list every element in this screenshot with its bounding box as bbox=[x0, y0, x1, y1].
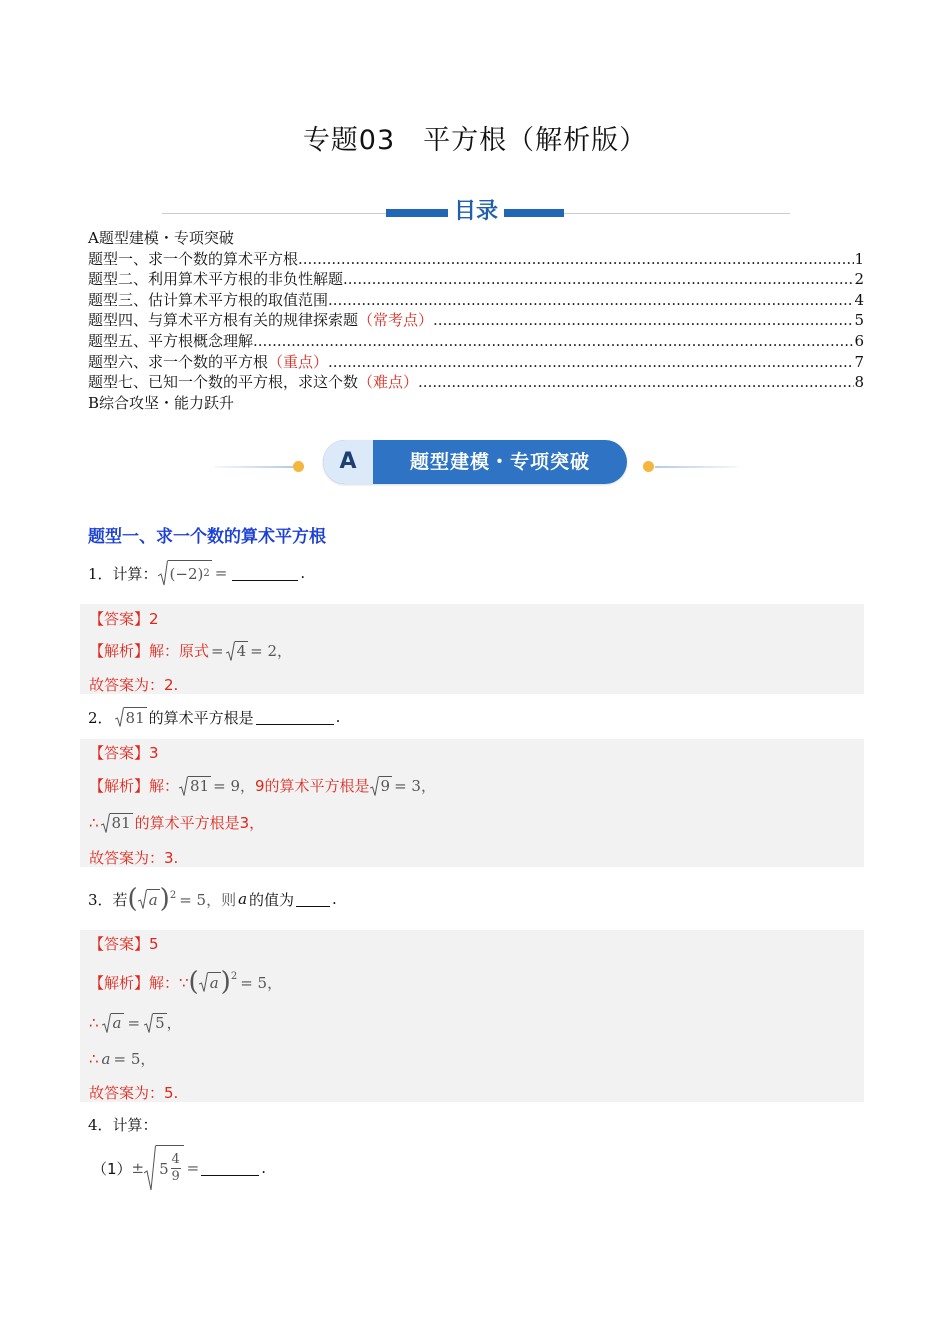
question-number: 3．若 bbox=[88, 890, 128, 909]
toc-item-page: 8 bbox=[854, 373, 864, 392]
radicand: 81 bbox=[111, 814, 131, 832]
radicand: 4 bbox=[236, 642, 247, 660]
result: = 3， bbox=[394, 777, 436, 795]
toc-part-b[interactable] bbox=[88, 393, 864, 414]
toc-bar-right bbox=[504, 209, 564, 217]
analysis-text: 的算术平方根是3， bbox=[134, 814, 265, 832]
banner-dot-right bbox=[643, 461, 654, 472]
math-expression bbox=[128, 886, 237, 912]
comma: ， bbox=[166, 1014, 182, 1032]
toc-leader bbox=[298, 249, 854, 270]
question-text: 的算术平方根是 bbox=[148, 708, 254, 727]
radicand: 9 bbox=[380, 777, 391, 795]
equals-sign: = bbox=[211, 641, 224, 660]
result: = 2， bbox=[250, 642, 293, 660]
period: . bbox=[261, 1159, 267, 1177]
exponent: 2 bbox=[230, 971, 238, 982]
radicand: a bbox=[209, 973, 219, 992]
numerator: 4 bbox=[171, 1152, 180, 1167]
answer-blank[interactable] bbox=[256, 710, 334, 725]
toc-item-text: 题型四、与算术平方根有关的规律探索题 bbox=[88, 311, 359, 330]
math-expression bbox=[132, 1145, 200, 1191]
banner-line-right bbox=[655, 466, 737, 468]
sub-question-number: （1） bbox=[92, 1159, 132, 1178]
result: = 9， bbox=[213, 777, 255, 795]
exponent: 2 bbox=[203, 568, 210, 579]
toc-item[interactable] bbox=[88, 352, 864, 373]
toc-part-a[interactable] bbox=[88, 228, 864, 249]
analysis-text: 9的算术平方根是 bbox=[255, 777, 370, 795]
toc-bar-left bbox=[386, 209, 448, 217]
question-4-part-1 bbox=[92, 1144, 266, 1192]
math-expression bbox=[101, 813, 133, 833]
radical bbox=[101, 813, 133, 833]
radical bbox=[158, 560, 212, 586]
period: . bbox=[335, 708, 341, 726]
toc-item[interactable] bbox=[88, 269, 864, 290]
banner-pill bbox=[323, 440, 627, 484]
toc-leader bbox=[328, 290, 854, 311]
banner-line-left bbox=[215, 466, 293, 468]
question-number: 4．计算： bbox=[88, 1115, 158, 1134]
radicand-text: (−2) bbox=[169, 564, 204, 583]
equals-sign: = bbox=[214, 564, 228, 582]
toc-leader bbox=[328, 352, 854, 373]
math-expression bbox=[370, 775, 436, 796]
radical bbox=[370, 776, 393, 796]
toc-part-a-label: A题型建模・专项突破 bbox=[88, 229, 234, 247]
toc-label: 目录 bbox=[448, 196, 504, 228]
question-text: 的值为 bbox=[249, 890, 295, 909]
right-paren: ) bbox=[220, 967, 231, 997]
radical-sign-icon bbox=[144, 1013, 153, 1033]
radical-sign-icon bbox=[179, 776, 188, 796]
toc-item-text: 题型三、估计算术平方根的取值范围 bbox=[88, 290, 329, 309]
toc-part-b-label: B综合攻坚・能力跃升 bbox=[88, 393, 235, 412]
radical-sign-icon bbox=[115, 707, 124, 727]
denominator: 9 bbox=[171, 1169, 180, 1184]
final-line: 故答案为：5. bbox=[89, 1084, 179, 1102]
therefore-sign: ∴ bbox=[89, 1013, 99, 1032]
math-expression bbox=[179, 775, 255, 796]
answer-box-1 bbox=[80, 604, 864, 694]
radicand: 81 bbox=[125, 708, 145, 727]
left-paren: ( bbox=[188, 967, 199, 997]
section-banner bbox=[215, 436, 737, 490]
radical bbox=[226, 641, 249, 661]
radical bbox=[115, 707, 147, 727]
banner-letter: A bbox=[323, 440, 373, 484]
analysis-line bbox=[89, 640, 292, 661]
math-expression bbox=[115, 707, 147, 727]
result: = 5， bbox=[113, 1050, 156, 1068]
question-1 bbox=[88, 558, 305, 588]
radical-sign-icon bbox=[226, 641, 235, 661]
radicand: 81 bbox=[190, 777, 210, 795]
answer-line: 【答案】2 bbox=[89, 610, 159, 628]
toc-item[interactable] bbox=[88, 372, 864, 393]
toc-item-page: 6 bbox=[854, 331, 864, 350]
table-of-contents bbox=[88, 228, 864, 413]
answer-line: 【答案】3 bbox=[89, 744, 159, 762]
answer-blank[interactable] bbox=[232, 566, 298, 581]
toc-item-page: 1 bbox=[854, 249, 864, 268]
toc-item-text: 题型二、利用算术平方根的非负性解题 bbox=[88, 270, 344, 289]
radicand: 5 bbox=[155, 1014, 165, 1032]
answer-blank[interactable] bbox=[201, 1161, 259, 1176]
equals-sign: = bbox=[186, 1159, 200, 1177]
toc-item-note: （难点） bbox=[358, 373, 419, 392]
page-title: 专题03 平方根（解析版） bbox=[302, 125, 648, 156]
radical bbox=[179, 776, 211, 796]
radical-sign-icon bbox=[199, 972, 208, 992]
analysis-label: 【解析】解： bbox=[89, 777, 180, 795]
radicand: a bbox=[112, 1014, 122, 1032]
radical bbox=[144, 1145, 184, 1191]
toc-item-page: 7 bbox=[854, 352, 864, 371]
analysis-label: 【解析】解：∵ bbox=[89, 973, 189, 992]
toc-item-text: 题型一、求一个数的算术平方根 bbox=[88, 249, 299, 268]
toc-item-page: 2 bbox=[854, 270, 864, 289]
toc-leader bbox=[433, 310, 854, 331]
period: . bbox=[300, 564, 306, 582]
variable: a bbox=[238, 890, 248, 908]
answer-blank[interactable] bbox=[296, 892, 330, 907]
toc-item-text: 题型七、已知一个数的平方根，求这个数 bbox=[88, 373, 359, 392]
toc-item[interactable] bbox=[88, 249, 864, 270]
analysis-label: 【解析】解：原式 bbox=[89, 642, 210, 660]
radical-sign-icon bbox=[370, 776, 379, 796]
radicand: a bbox=[148, 890, 158, 909]
exponent: 2 bbox=[169, 890, 177, 901]
equals-text: = 5，则 bbox=[179, 890, 237, 909]
final-line: 故答案为：2. bbox=[89, 676, 179, 694]
toc-item-page: 4 bbox=[854, 290, 864, 309]
left-paren: ( bbox=[127, 884, 138, 914]
therefore-sign: ∴ bbox=[89, 813, 99, 832]
toc-item-note: （重点） bbox=[268, 352, 329, 371]
radical-sign-icon bbox=[158, 560, 168, 586]
answer-line: 【答案】5 bbox=[89, 935, 159, 953]
answer-box-2 bbox=[80, 739, 864, 867]
right-paren: ) bbox=[159, 884, 170, 914]
toc-item[interactable] bbox=[88, 310, 864, 331]
math-expression bbox=[102, 1048, 156, 1069]
plus-minus-sign: ± bbox=[131, 1159, 145, 1177]
answer-box-3 bbox=[80, 930, 864, 1102]
toc-leader bbox=[418, 372, 854, 393]
math-expression bbox=[102, 1012, 182, 1033]
toc-leader bbox=[343, 269, 854, 290]
radical-sign-icon bbox=[101, 813, 110, 833]
equals-sign: = bbox=[127, 1013, 141, 1032]
therefore-sign: ∴ bbox=[89, 1049, 99, 1068]
math-expression bbox=[189, 969, 283, 995]
variable: a bbox=[101, 1049, 111, 1068]
radical-sign-icon bbox=[138, 889, 147, 909]
analysis-line bbox=[89, 966, 282, 998]
toc-leader bbox=[253, 331, 854, 352]
radical bbox=[138, 889, 160, 909]
toc-item-note: （常考点） bbox=[358, 311, 434, 330]
radical-sign-icon bbox=[102, 1013, 111, 1033]
banner-dot-left bbox=[293, 461, 304, 472]
question-2 bbox=[88, 704, 340, 730]
radical bbox=[144, 1013, 167, 1033]
math-expression bbox=[209, 640, 292, 661]
toc-item-text: 题型五、平方根概念理解 bbox=[88, 331, 254, 350]
therefore-line bbox=[89, 1012, 182, 1033]
toc-item[interactable] bbox=[88, 290, 864, 311]
toc-item-text: 题型六、求一个数的平方根 bbox=[88, 352, 269, 371]
period: . bbox=[332, 890, 337, 908]
question-3 bbox=[88, 880, 337, 918]
toc-item[interactable] bbox=[88, 331, 864, 352]
final-line: 故答案为：3. bbox=[89, 849, 179, 867]
math-expression bbox=[158, 560, 231, 586]
radicand bbox=[156, 1145, 184, 1191]
equals-text: = 5， bbox=[240, 973, 283, 992]
mixed-whole: 5 bbox=[159, 1159, 169, 1178]
radicand bbox=[168, 560, 212, 586]
radical-sign-icon bbox=[144, 1145, 156, 1191]
fraction bbox=[171, 1152, 181, 1185]
question-4 bbox=[88, 1112, 158, 1136]
toc-item-page: 5 bbox=[854, 311, 864, 330]
analysis-line bbox=[89, 775, 436, 796]
section-heading: 题型一、求一个数的算术平方根 bbox=[88, 527, 326, 547]
toc-header bbox=[162, 196, 790, 230]
radical bbox=[102, 1013, 124, 1033]
question-number: 2． bbox=[88, 708, 113, 727]
therefore-line bbox=[89, 1048, 155, 1069]
question-number: 1．计算： bbox=[88, 564, 158, 583]
banner-text: 题型建模・专项突破 bbox=[409, 451, 590, 473]
radical bbox=[199, 972, 221, 992]
therefore-line bbox=[89, 812, 264, 833]
